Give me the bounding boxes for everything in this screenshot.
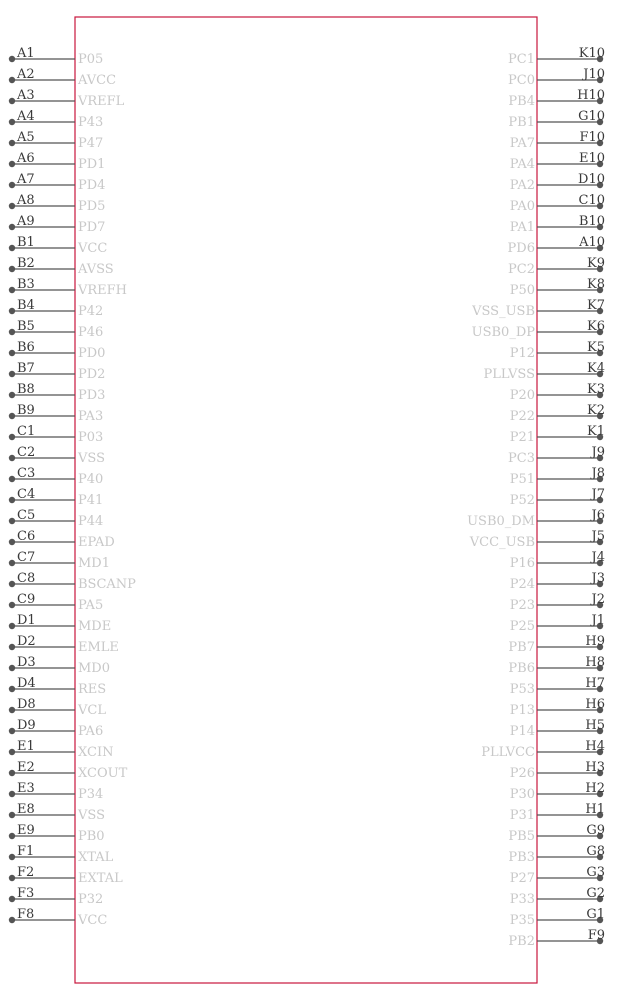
pin-endpoint-dot — [9, 77, 15, 83]
pin-endpoint-dot — [9, 539, 15, 545]
pin-k6[interactable] — [472, 319, 605, 340]
pin-number: E3 — [17, 781, 35, 796]
pin-name: P14 — [509, 724, 535, 739]
pin-c2[interactable] — [9, 445, 105, 466]
pin-endpoint-dot — [9, 329, 15, 335]
pin-a10[interactable] — [508, 235, 605, 256]
pin-a8[interactable] — [9, 193, 106, 214]
pin-name: PD1 — [78, 157, 106, 172]
pin-number: B9 — [17, 403, 35, 418]
pin-name: PB3 — [508, 850, 535, 865]
pin-name: RES — [78, 682, 107, 697]
pin-name: PA5 — [78, 598, 104, 613]
pin-c9[interactable] — [9, 592, 103, 613]
pin-number: B2 — [17, 256, 35, 271]
pin-number: A3 — [17, 88, 35, 103]
pin-number: D4 — [17, 676, 36, 691]
pin-b4[interactable] — [9, 298, 103, 319]
pin-name: P21 — [509, 430, 535, 445]
pin-h5[interactable] — [510, 718, 605, 739]
pin-a6[interactable] — [9, 151, 106, 172]
pin-name: P33 — [509, 892, 535, 907]
pin-name: BSCANP — [78, 577, 136, 592]
pin-name: PB2 — [508, 934, 535, 949]
pin-endpoint-dot — [9, 56, 15, 62]
pin-f10[interactable] — [510, 130, 605, 151]
pin-f2[interactable] — [9, 865, 123, 886]
pin-number: K4 — [587, 361, 605, 376]
pin-number: G10 — [578, 109, 605, 124]
pin-number: J9 — [591, 445, 605, 460]
pin-number: A2 — [17, 67, 35, 82]
pin-endpoint-dot — [9, 308, 15, 314]
pin-number: A5 — [17, 130, 35, 145]
pin-a9[interactable] — [9, 214, 106, 235]
pin-number: C5 — [17, 508, 36, 523]
pin-endpoint-dot — [9, 497, 15, 503]
pin-number: G3 — [586, 865, 605, 880]
pin-number: J8 — [591, 466, 605, 481]
pin-d3[interactable] — [9, 655, 110, 676]
pin-endpoint-dot — [9, 350, 15, 356]
pin-name: P44 — [78, 514, 104, 529]
pin-b1[interactable] — [9, 235, 108, 256]
pin-name: EXTAL — [78, 871, 123, 886]
pin-a7[interactable] — [9, 172, 106, 193]
pin-f8[interactable] — [9, 907, 108, 928]
pin-name: PD6 — [507, 241, 535, 256]
pin-number: D8 — [17, 697, 36, 712]
pin-endpoint-dot — [9, 749, 15, 755]
pin-number: K5 — [587, 340, 605, 355]
pin-number: H8 — [585, 655, 605, 670]
pin-name: PB1 — [508, 115, 535, 130]
pin-name: EPAD — [78, 535, 115, 550]
pin-g8[interactable] — [508, 844, 605, 865]
pin-number: K9 — [587, 256, 605, 271]
pin-name: P41 — [78, 493, 104, 508]
pin-name: PA3 — [78, 409, 104, 424]
pin-endpoint-dot — [9, 602, 15, 608]
pin-h4[interactable] — [481, 739, 605, 760]
pin-number: H5 — [585, 718, 605, 733]
pin-number: B7 — [17, 361, 35, 376]
pin-endpoint-dot — [9, 896, 15, 902]
pin-name: PC2 — [508, 262, 535, 277]
pin-endpoint-dot — [9, 434, 15, 440]
component-body — [75, 17, 537, 983]
pin-number: B1 — [17, 235, 35, 250]
pin-name: P13 — [509, 703, 535, 718]
pin-number: E1 — [17, 739, 35, 754]
pin-number: B4 — [17, 298, 35, 313]
pin-number: F3 — [17, 886, 35, 901]
pin-g3[interactable] — [510, 865, 605, 886]
pin-number: D1 — [17, 613, 36, 628]
pin-endpoint-dot — [9, 770, 15, 776]
pin-e3[interactable] — [9, 781, 103, 802]
pin-a5[interactable] — [9, 130, 103, 151]
pin-number: H3 — [585, 760, 605, 775]
pin-name: MDE — [78, 619, 112, 634]
pin-number: H4 — [585, 739, 605, 754]
pin-number: E10 — [578, 151, 605, 166]
pin-name: P23 — [509, 598, 535, 613]
pin-a2[interactable] — [9, 67, 116, 88]
pin-c4[interactable] — [9, 487, 103, 508]
pin-number: E9 — [17, 823, 35, 838]
pin-number: B5 — [17, 319, 35, 334]
pin-name: MD1 — [78, 556, 111, 571]
pin-endpoint-dot — [9, 518, 15, 524]
pin-number: K8 — [587, 277, 605, 292]
pin-name: AVSS — [78, 262, 114, 277]
pin-name: PB6 — [508, 661, 535, 676]
pin-name: XCIN — [78, 745, 114, 760]
pin-number: J2 — [591, 592, 605, 607]
pin-name: MD0 — [78, 661, 111, 676]
pin-h3[interactable] — [510, 760, 605, 781]
pin-j10[interactable] — [508, 67, 605, 88]
pin-k7[interactable] — [471, 298, 605, 319]
pin-name: PA1 — [509, 220, 535, 235]
pin-number: J6 — [591, 508, 605, 523]
pin-number: C6 — [17, 529, 36, 544]
pin-endpoint-dot — [9, 182, 15, 188]
pin-j3[interactable] — [510, 571, 605, 592]
pin-endpoint-dot — [9, 917, 15, 923]
pin-name: PC1 — [508, 52, 535, 67]
pin-endpoint-dot — [9, 875, 15, 881]
pin-number: B3 — [17, 277, 35, 292]
pin-name: VCC — [78, 913, 108, 928]
pin-h2[interactable] — [510, 781, 605, 802]
pin-number: J1 — [591, 613, 605, 628]
pin-d10[interactable] — [510, 172, 605, 193]
pin-k9[interactable] — [508, 256, 605, 277]
right-pin-column — [467, 46, 605, 949]
pin-name: P50 — [509, 283, 535, 298]
pin-endpoint-dot — [9, 833, 15, 839]
pin-number: A10 — [579, 235, 605, 250]
pin-endpoint-dot — [9, 413, 15, 419]
pin-name: PA0 — [509, 199, 535, 214]
pin-endpoint-dot — [9, 161, 15, 167]
pin-endpoint-dot — [9, 581, 15, 587]
pin-name: PB4 — [508, 94, 535, 109]
pin-name: PC3 — [508, 451, 535, 466]
pin-b3[interactable] — [9, 277, 127, 298]
pin-number: K2 — [587, 403, 605, 418]
pin-j1[interactable] — [510, 613, 605, 634]
pin-a3[interactable] — [9, 88, 125, 109]
pin-k2[interactable] — [510, 403, 605, 424]
pin-number: C8 — [17, 571, 36, 586]
pin-b9[interactable] — [9, 403, 103, 424]
pin-number: B6 — [17, 340, 35, 355]
pin-name: P31 — [509, 808, 535, 823]
pin-endpoint-dot — [9, 266, 15, 272]
pin-name: PC0 — [508, 73, 535, 88]
pin-endpoint-dot — [9, 287, 15, 293]
pin-a1[interactable] — [9, 46, 103, 67]
pin-j7[interactable] — [510, 487, 605, 508]
pin-number: K3 — [587, 382, 605, 397]
pin-k3[interactable] — [510, 382, 605, 403]
pin-endpoint-dot — [9, 791, 15, 797]
pin-number: F1 — [17, 844, 35, 859]
pin-a4[interactable] — [9, 109, 103, 130]
pin-name: USB0_DP — [471, 325, 535, 340]
pin-e2[interactable] — [9, 760, 128, 781]
pin-number: K1 — [587, 424, 605, 439]
pin-number: D2 — [17, 634, 36, 649]
pin-name: XTAL — [78, 850, 114, 865]
pin-name: P05 — [78, 52, 104, 67]
pin-endpoint-dot — [9, 224, 15, 230]
pin-endpoint-dot — [9, 476, 15, 482]
pin-endpoint-dot — [9, 812, 15, 818]
pin-endpoint-dot — [9, 686, 15, 692]
pin-number: F8 — [17, 907, 35, 922]
pin-d1[interactable] — [9, 613, 111, 634]
pin-name: P43 — [78, 115, 104, 130]
pin-name: VSS — [78, 451, 105, 466]
pin-endpoint-dot — [9, 854, 15, 860]
pin-name: XCOUT — [78, 766, 128, 781]
pin-e9[interactable] — [9, 823, 105, 844]
pin-number: J10 — [583, 67, 605, 82]
pin-name: P27 — [509, 871, 535, 886]
pin-number: F2 — [17, 865, 35, 880]
pin-number: G2 — [586, 886, 605, 901]
pin-number: F9 — [587, 928, 605, 943]
pin-h7[interactable] — [510, 676, 605, 697]
pin-b2[interactable] — [9, 256, 114, 277]
pin-name: P26 — [509, 766, 535, 781]
pin-e1[interactable] — [9, 739, 114, 760]
pin-name: P25 — [509, 619, 535, 634]
pin-number: B8 — [17, 382, 35, 397]
pin-name: PD3 — [78, 388, 106, 403]
pin-number: D10 — [578, 172, 605, 187]
pin-g10[interactable] — [508, 109, 605, 130]
pin-c6[interactable] — [9, 529, 115, 550]
pin-number: J4 — [591, 550, 605, 565]
pin-name: P24 — [509, 577, 535, 592]
pin-j2[interactable] — [510, 592, 605, 613]
pin-name: P16 — [509, 556, 535, 571]
pin-name: PA7 — [509, 136, 535, 151]
left-pin-column — [9, 46, 136, 928]
pin-d4[interactable] — [9, 676, 106, 697]
pin-number: C3 — [17, 466, 36, 481]
pin-number: C4 — [17, 487, 36, 502]
pin-name: PLLVCC — [481, 745, 535, 760]
pin-c8[interactable] — [9, 571, 136, 592]
pin-k4[interactable] — [484, 361, 605, 382]
pin-name: VSS — [78, 808, 105, 823]
pin-name: VREFL — [78, 94, 125, 109]
pin-number: A4 — [17, 109, 35, 124]
pin-name: P34 — [78, 787, 104, 802]
pin-e10[interactable] — [510, 151, 605, 172]
pin-e8[interactable] — [9, 802, 105, 823]
pin-name: EMLE — [78, 640, 119, 655]
pin-j4[interactable] — [510, 550, 605, 571]
pin-c3[interactable] — [9, 466, 103, 487]
pin-b6[interactable] — [9, 340, 106, 361]
pin-f9[interactable] — [508, 928, 605, 949]
pin-name: PD4 — [78, 178, 106, 193]
pin-number: D3 — [17, 655, 36, 670]
pin-endpoint-dot — [9, 665, 15, 671]
pin-endpoint-dot — [9, 707, 15, 713]
pin-name: PA6 — [78, 724, 104, 739]
pin-name: P47 — [78, 136, 104, 151]
pin-number: F10 — [579, 130, 605, 145]
pin-name: AVCC — [78, 73, 117, 88]
pin-number: J5 — [591, 529, 605, 544]
pin-c5[interactable] — [9, 508, 103, 529]
pin-k5[interactable] — [510, 340, 605, 361]
pin-number: A8 — [17, 193, 35, 208]
pin-number: A7 — [17, 172, 35, 187]
pin-name: PD2 — [78, 367, 106, 382]
pin-k1[interactable] — [510, 424, 605, 445]
pin-number: H6 — [585, 697, 605, 712]
pin-number: A6 — [17, 151, 35, 166]
pin-h10[interactable] — [508, 88, 605, 109]
pin-number: H9 — [585, 634, 605, 649]
pin-number: G8 — [586, 844, 605, 859]
pin-name: PD0 — [78, 346, 106, 361]
pin-name: PA2 — [509, 178, 535, 193]
pin-number: H2 — [585, 781, 605, 796]
pin-number: C1 — [17, 424, 36, 439]
pin-endpoint-dot — [9, 455, 15, 461]
pin-g1[interactable] — [510, 907, 605, 928]
pin-number: H7 — [585, 676, 605, 691]
pin-name: PB5 — [508, 829, 535, 844]
pin-endpoint-dot — [9, 728, 15, 734]
pin-name: VSS_USB — [472, 304, 535, 319]
pin-name: P51 — [509, 472, 535, 487]
pin-endpoint-dot — [9, 98, 15, 104]
pin-endpoint-dot — [9, 203, 15, 209]
pin-number: C7 — [17, 550, 36, 565]
pin-endpoint-dot — [9, 119, 15, 125]
pin-k8[interactable] — [510, 277, 605, 298]
pin-j6[interactable] — [467, 508, 605, 529]
pin-name: P53 — [509, 682, 535, 697]
pin-h1[interactable] — [510, 802, 605, 823]
pin-number: E8 — [17, 802, 35, 817]
pin-b8[interactable] — [9, 382, 106, 403]
pin-g2[interactable] — [510, 886, 605, 907]
pin-name: P32 — [78, 892, 104, 907]
pin-endpoint-dot — [9, 623, 15, 629]
pin-b7[interactable] — [9, 361, 106, 382]
pin-endpoint-dot — [9, 140, 15, 146]
pin-number: J3 — [591, 571, 605, 586]
pin-name: P20 — [509, 388, 535, 403]
pin-number: A9 — [17, 214, 35, 229]
pin-c7[interactable] — [9, 550, 110, 571]
pin-number: C10 — [578, 193, 605, 208]
pin-name: PD5 — [78, 199, 106, 214]
pin-name: P42 — [78, 304, 104, 319]
pin-endpoint-dot — [9, 245, 15, 251]
pin-number: H10 — [577, 88, 605, 103]
pin-name: P30 — [509, 787, 535, 802]
pin-name: PB0 — [78, 829, 105, 844]
pin-number: H1 — [585, 802, 605, 817]
pin-c10[interactable] — [510, 193, 605, 214]
pin-h9[interactable] — [508, 634, 605, 655]
pin-endpoint-dot — [9, 371, 15, 377]
pin-name: P22 — [509, 409, 535, 424]
pin-name: P03 — [78, 430, 104, 445]
pin-name: PD7 — [78, 220, 106, 235]
pin-number: J7 — [591, 487, 605, 502]
pin-number: C2 — [17, 445, 36, 460]
pin-name: P52 — [509, 493, 535, 508]
pin-number: K7 — [587, 298, 605, 313]
pin-j9[interactable] — [508, 445, 605, 466]
pin-number: G1 — [586, 907, 605, 922]
pin-name: USB0_DM — [467, 514, 535, 529]
pin-name: P46 — [78, 325, 104, 340]
pin-name: VCL — [78, 703, 106, 718]
pin-f3[interactable] — [9, 886, 103, 907]
pin-name: P12 — [509, 346, 535, 361]
pin-g9[interactable] — [508, 823, 605, 844]
pin-number: D9 — [17, 718, 36, 733]
pin-endpoint-dot — [9, 392, 15, 398]
pin-number: A1 — [17, 46, 35, 61]
pin-number: G9 — [586, 823, 605, 838]
pin-number: K6 — [587, 319, 605, 334]
pin-name: VCC — [78, 241, 108, 256]
pin-c1[interactable] — [9, 424, 103, 445]
pin-j8[interactable] — [510, 466, 605, 487]
pin-endpoint-dot — [9, 560, 15, 566]
pin-d2[interactable] — [9, 634, 119, 655]
pin-name: PB7 — [508, 640, 535, 655]
pin-number: B10 — [578, 214, 605, 229]
pin-name: VCC_USB — [469, 535, 535, 550]
pin-f1[interactable] — [9, 844, 114, 865]
pin-h8[interactable] — [508, 655, 605, 676]
pin-b10[interactable] — [510, 214, 605, 235]
pin-number: K10 — [578, 46, 605, 61]
pin-endpoint-dot — [9, 644, 15, 650]
pin-b5[interactable] — [9, 319, 103, 340]
pin-k10[interactable] — [508, 46, 605, 67]
pin-name: PLLVSS — [483, 367, 535, 382]
pin-d8[interactable] — [9, 697, 107, 718]
pin-number: E2 — [17, 760, 35, 775]
pin-name: PA4 — [509, 157, 535, 172]
pin-number: C9 — [17, 592, 36, 607]
pin-d9[interactable] — [9, 718, 103, 739]
pin-name: VREFH — [78, 283, 128, 298]
pin-name: P40 — [78, 472, 104, 487]
pin-h6[interactable] — [510, 697, 605, 718]
pin-name: P35 — [509, 913, 535, 928]
